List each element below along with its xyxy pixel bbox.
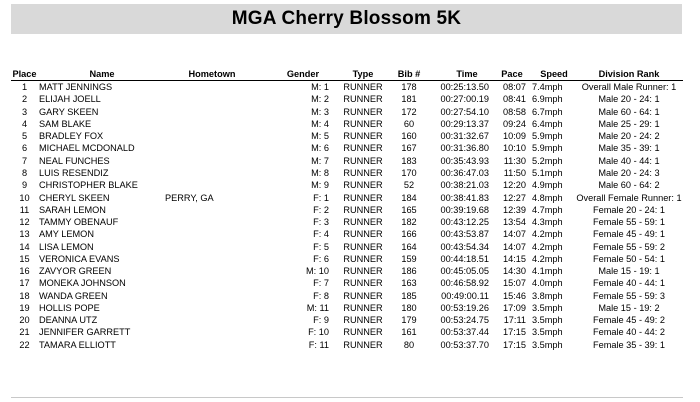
cell-bib: 160	[401, 131, 417, 142]
cell-name: WANDA GREEN	[39, 290, 108, 301]
column-header-place: Place	[12, 69, 37, 79]
cell-division-rank: Male 15 - 19: 1	[598, 266, 660, 277]
cell-hometown	[165, 81, 257, 94]
cell-time: 00:43:54.34	[440, 241, 489, 252]
cell-division-rank: Male 60 - 64: 2	[598, 180, 660, 191]
cell-pace: 12:20	[503, 180, 526, 191]
table-row	[11, 106, 683, 118]
cell-place: 2	[21, 94, 28, 105]
cell-division-rank: Female 35 - 39: 1	[592, 339, 665, 350]
cell-bib: 165	[401, 204, 417, 215]
cell-bib: 178	[401, 82, 417, 93]
column-header-division-rank: Division Rank	[575, 68, 683, 81]
cell-pace: 11:50	[503, 167, 526, 178]
cell-time: 00:31:36.80	[440, 143, 489, 154]
cell-hometown	[165, 253, 257, 265]
cell-hometown	[165, 167, 257, 179]
cell-bib: 159	[401, 253, 417, 264]
cell-division-rank: Male 40 - 44: 1	[598, 155, 660, 166]
cell-type: RUNNER	[343, 229, 383, 240]
table-row	[11, 265, 683, 277]
cell-pace: 10:10	[503, 143, 526, 154]
cell-gender: F: 1	[313, 192, 329, 203]
cell-place: 20	[19, 315, 30, 326]
cell-type: RUNNER	[343, 253, 383, 264]
column-header-gender: Gender	[257, 68, 337, 81]
cell-hometown	[165, 265, 257, 277]
cell-type: RUNNER	[343, 339, 383, 350]
cell-name: VERONICA EVANS	[39, 253, 120, 264]
cell-division-rank: Male 20 - 24: 2	[598, 131, 660, 142]
cell-time: 00:36:47.03	[440, 167, 489, 178]
cell-time: 00:38:41.83	[440, 192, 489, 203]
cell-time: 00:31:32.67	[440, 131, 489, 142]
cell-name: MATT JENNINGS	[39, 82, 113, 93]
header-row	[11, 68, 683, 81]
cell-gender: F: 4	[313, 229, 329, 240]
cell-bib: 170	[401, 167, 417, 178]
cell-time: 00:49:00.11	[441, 290, 489, 301]
cell-gender: F: 9	[313, 315, 329, 326]
table-row	[11, 130, 683, 142]
cell-name: ZAVYOR GREEN	[39, 266, 112, 277]
cell-bib: 184	[401, 192, 417, 203]
cell-speed: 6.9mph	[532, 94, 563, 105]
cell-gender: F: 2	[313, 204, 329, 215]
cell-speed: 4.0mph	[532, 278, 563, 289]
cell-gender: F: 8	[313, 290, 329, 301]
results-body	[11, 81, 683, 351]
cell-bib: 80	[403, 339, 415, 350]
cell-speed: 5.1mph	[532, 167, 563, 178]
column-header-speed: Speed	[529, 68, 575, 81]
cell-time: 00:43:12.25	[440, 217, 489, 228]
cell-time: 00:45:05.05	[440, 266, 489, 277]
cell-hometown	[165, 290, 257, 302]
cell-gender: F: 10	[308, 327, 329, 338]
cell-type: RUNNER	[343, 192, 383, 203]
cell-place: 17	[19, 278, 30, 289]
column-header-time: Time	[429, 68, 495, 81]
table-row	[11, 302, 683, 314]
cell-name: CHRISTOPHER BLAKE	[39, 180, 138, 191]
title-banner	[11, 4, 682, 34]
cell-gender: M: 6	[311, 143, 329, 154]
cell-bib: 179	[401, 315, 417, 326]
cell-place: 9	[21, 180, 28, 191]
cell-speed: 4.7mph	[532, 204, 563, 215]
table-row	[11, 253, 683, 265]
cell-type: RUNNER	[343, 167, 383, 178]
table-row	[11, 314, 683, 326]
cell-gender: F: 11	[308, 339, 329, 350]
cell-bib: 60	[403, 118, 415, 129]
cell-type: RUNNER	[343, 278, 383, 289]
cell-pace: 13:54	[503, 217, 526, 228]
cell-division-rank: Female 55 - 59: 1	[592, 217, 665, 228]
cell-hometown	[165, 204, 257, 216]
cell-type: RUNNER	[343, 94, 383, 105]
cell-pace: 15:07	[503, 278, 526, 289]
cell-hometown: PERRY, GA	[165, 192, 214, 203]
cell-bib: 172	[401, 106, 417, 117]
cell-pace: 15:46	[503, 290, 526, 301]
cell-type: RUNNER	[343, 290, 383, 301]
cell-name: LISA LEMON	[39, 241, 94, 252]
cell-speed: 3.5mph	[532, 302, 563, 313]
cell-division-rank: Female 45 - 49: 2	[592, 315, 665, 326]
table-row	[11, 326, 683, 338]
cell-name: LUIS RESENDIZ	[39, 167, 109, 178]
cell-place: 4	[21, 118, 28, 129]
cell-hometown	[165, 106, 257, 118]
cell-place: 21	[19, 327, 30, 338]
cell-hometown	[165, 155, 257, 167]
cell-place: 22	[19, 339, 30, 350]
bottom-divider	[11, 397, 683, 398]
cell-bib: 164	[401, 241, 417, 252]
cell-division-rank: Overall Male Runner: 1	[581, 82, 677, 93]
column-header-pace: Pace	[495, 68, 529, 81]
cell-type: RUNNER	[343, 266, 383, 277]
cell-time: 00:39:19.68	[440, 204, 489, 215]
cell-gender: M: 8	[311, 167, 329, 178]
cell-division-rank: Overall Female Runner: 1	[576, 192, 682, 203]
cell-hometown	[165, 130, 257, 142]
cell-division-rank: Female 40 - 44: 1	[592, 278, 665, 289]
cell-pace: 14:07	[503, 229, 526, 240]
cell-place: 6	[21, 143, 28, 154]
cell-pace: 08:41	[503, 94, 526, 105]
cell-hometown	[165, 339, 257, 351]
cell-division-rank: Male 20 - 24: 3	[598, 167, 660, 178]
cell-speed: 4.1mph	[532, 266, 563, 277]
results-table	[11, 68, 683, 351]
cell-division-rank: Female 55 - 59: 3	[592, 290, 665, 301]
cell-time: 00:53:24.75	[440, 315, 489, 326]
cell-pace: 12:27	[503, 192, 526, 203]
cell-speed: 3.5mph	[532, 315, 563, 326]
cell-type: RUNNER	[343, 118, 383, 129]
table-row	[11, 240, 683, 252]
cell-gender: M: 1	[311, 82, 329, 93]
column-header-name: Name	[38, 68, 165, 81]
cell-speed: 4.2mph	[532, 241, 563, 252]
cell-bib: 181	[401, 94, 417, 105]
cell-name: AMY LEMON	[39, 229, 94, 240]
cell-hometown	[165, 314, 257, 326]
cell-pace: 17:09	[503, 302, 526, 313]
cell-gender: M: 3	[311, 106, 329, 117]
cell-pace: 11:30	[503, 155, 526, 166]
cell-name: ELIJAH JOELL	[39, 94, 101, 105]
cell-place: 1	[21, 82, 28, 93]
cell-type: RUNNER	[343, 82, 383, 93]
table-row	[11, 155, 683, 167]
cell-bib: 161	[401, 327, 417, 338]
cell-type: RUNNER	[343, 106, 383, 117]
cell-name: MONEKA JOHNSON	[39, 278, 126, 289]
table-row	[11, 339, 683, 351]
cell-division-rank: Male 25 - 29: 1	[598, 118, 660, 129]
cell-bib: 167	[401, 143, 417, 154]
cell-gender: M: 5	[311, 131, 329, 142]
cell-division-rank: Male 20 - 24: 1	[598, 94, 660, 105]
cell-name: DEANNA UTZ	[39, 315, 98, 326]
cell-pace: 12:39	[503, 204, 526, 215]
cell-place: 3	[21, 106, 28, 117]
cell-pace: 14:30	[503, 266, 526, 277]
cell-hometown	[165, 302, 257, 314]
cell-name: BRADLEY FOX	[39, 131, 104, 142]
cell-place: 10	[19, 192, 30, 203]
cell-place: 8	[21, 167, 28, 178]
table-row	[11, 93, 683, 105]
cell-hometown	[165, 240, 257, 252]
cell-bib: 183	[401, 155, 417, 166]
cell-gender: M: 11	[306, 302, 329, 313]
cell-speed: 7.4mph	[532, 82, 563, 93]
table-row	[11, 204, 683, 216]
cell-pace: 14:15	[503, 253, 526, 264]
cell-name: SARAH LEMON	[39, 204, 106, 215]
cell-place: 7	[21, 155, 28, 166]
cell-hometown	[165, 326, 257, 338]
cell-hometown	[165, 216, 257, 228]
cell-type: RUNNER	[343, 204, 383, 215]
table-row	[11, 142, 683, 154]
cell-pace: 08:58	[503, 106, 526, 117]
cell-bib: 163	[401, 278, 417, 289]
cell-type: RUNNER	[343, 302, 383, 313]
table-row	[11, 228, 683, 240]
cell-gender: M: 4	[311, 118, 329, 129]
cell-bib: 186	[401, 266, 417, 277]
cell-pace: 09:24	[503, 118, 526, 129]
cell-type: RUNNER	[343, 155, 383, 166]
column-header-bib: Bib #	[389, 68, 429, 81]
cell-gender: F: 5	[313, 241, 329, 252]
table-row	[11, 118, 683, 130]
cell-hometown	[165, 93, 257, 105]
cell-division-rank: Male 35 - 39: 1	[598, 143, 660, 154]
cell-place: 18	[19, 290, 30, 301]
cell-name: TAMARA ELLIOTT	[39, 339, 116, 350]
cell-place: 15	[19, 253, 30, 264]
cell-type: RUNNER	[343, 327, 383, 338]
cell-gender: F: 6	[313, 253, 329, 264]
cell-gender: M: 9	[311, 180, 329, 191]
cell-speed: 5.9mph	[532, 143, 563, 154]
table-row	[11, 216, 683, 228]
cell-time: 00:53:37.44	[440, 327, 489, 338]
cell-place: 11	[19, 204, 30, 215]
cell-speed: 4.9mph	[532, 180, 563, 191]
cell-gender: M: 2	[311, 94, 329, 105]
column-header-hometown: Hometown	[165, 68, 257, 81]
cell-time: 00:53:19.26	[440, 302, 489, 313]
cell-pace: 14:07	[503, 241, 526, 252]
cell-division-rank: Male 60 - 64: 1	[598, 106, 660, 117]
cell-time: 00:25:13.50	[440, 82, 489, 93]
cell-type: RUNNER	[343, 217, 383, 228]
cell-bib: 185	[401, 290, 417, 301]
cell-type: RUNNER	[343, 180, 383, 191]
cell-division-rank: Female 50 - 54: 1	[592, 253, 665, 264]
cell-gender: M: 10	[306, 266, 329, 277]
cell-speed: 3.5mph	[532, 327, 563, 338]
page-title: MGA Cherry Blossom 5K	[231, 8, 462, 29]
cell-gender: F: 7	[313, 278, 329, 289]
cell-speed: 4.3mph	[532, 217, 563, 228]
cell-time: 00:29:13.37	[440, 118, 489, 129]
cell-bib: 166	[401, 229, 417, 240]
table-row	[11, 81, 683, 94]
table-row	[11, 179, 683, 191]
cell-time: 00:35:43.93	[440, 155, 489, 166]
cell-type: RUNNER	[343, 131, 383, 142]
cell-speed: 4.8mph	[532, 192, 563, 203]
cell-hometown	[165, 142, 257, 154]
cell-name: MICHAEL MCDONALD	[39, 143, 135, 154]
cell-speed: 6.7mph	[532, 106, 563, 117]
cell-pace: 17:11	[503, 315, 526, 326]
cell-speed: 4.2mph	[532, 253, 563, 264]
cell-type: RUNNER	[343, 143, 383, 154]
cell-pace: 10:09	[503, 131, 526, 142]
cell-division-rank: Female 40 - 44: 2	[592, 327, 665, 338]
cell-pace: 17:15	[503, 327, 526, 338]
cell-name: CHERYL SKEEN	[39, 192, 110, 203]
cell-pace: 17:15	[503, 339, 526, 350]
cell-gender: M: 7	[311, 155, 329, 166]
cell-speed: 5.2mph	[532, 155, 563, 166]
cell-time: 00:46:58.92	[440, 278, 489, 289]
cell-hometown	[165, 118, 257, 130]
cell-time: 00:53:37.70	[440, 339, 489, 350]
cell-place: 14	[19, 241, 30, 252]
table-row	[11, 277, 683, 289]
column-header-type: Type	[337, 68, 389, 81]
cell-type: RUNNER	[343, 315, 383, 326]
cell-place: 19	[19, 302, 30, 313]
cell-place: 13	[19, 229, 30, 240]
cell-name: JENNIFER GARRETT	[39, 327, 131, 338]
cell-division-rank: Female 20 - 24: 1	[592, 204, 665, 215]
cell-speed: 3.5mph	[532, 339, 563, 350]
cell-speed: 5.9mph	[532, 131, 563, 142]
cell-bib: 52	[403, 180, 415, 191]
cell-bib: 180	[401, 302, 417, 313]
cell-division-rank: Male 15 - 19: 2	[598, 302, 660, 313]
cell-speed: 6.4mph	[532, 118, 563, 129]
cell-name: TAMMY OBENAUF	[39, 217, 119, 228]
cell-time: 00:27:00.19	[440, 94, 489, 105]
cell-hometown	[165, 179, 257, 191]
table-row	[11, 167, 683, 179]
cell-division-rank: Female 55 - 59: 2	[592, 241, 665, 252]
table-row	[11, 191, 683, 203]
cell-name: GARY SKEEN	[39, 106, 99, 117]
cell-name: HOLLIS POPE	[39, 302, 100, 313]
cell-gender: F: 3	[313, 217, 329, 228]
cell-speed: 4.2mph	[532, 229, 563, 240]
cell-type: RUNNER	[343, 241, 383, 252]
cell-time: 00:27:54.10	[440, 106, 489, 117]
cell-time: 00:43:53.87	[440, 229, 489, 240]
cell-division-rank: Female 45 - 49: 1	[592, 229, 665, 240]
cell-place: 16	[19, 266, 30, 277]
cell-pace: 08:07	[503, 82, 526, 93]
cell-bib: 182	[401, 217, 417, 228]
cell-name: SAM BLAKE	[39, 118, 92, 129]
cell-place: 5	[21, 131, 28, 142]
cell-time: 00:44:18.51	[440, 253, 489, 264]
cell-time: 00:38:21.03	[440, 180, 489, 191]
cell-name: NEAL FUNCHES	[39, 155, 110, 166]
cell-speed: 3.8mph	[532, 290, 563, 301]
cell-hometown	[165, 228, 257, 240]
table-row	[11, 290, 683, 302]
cell-hometown	[165, 277, 257, 289]
cell-place: 12	[19, 217, 30, 228]
